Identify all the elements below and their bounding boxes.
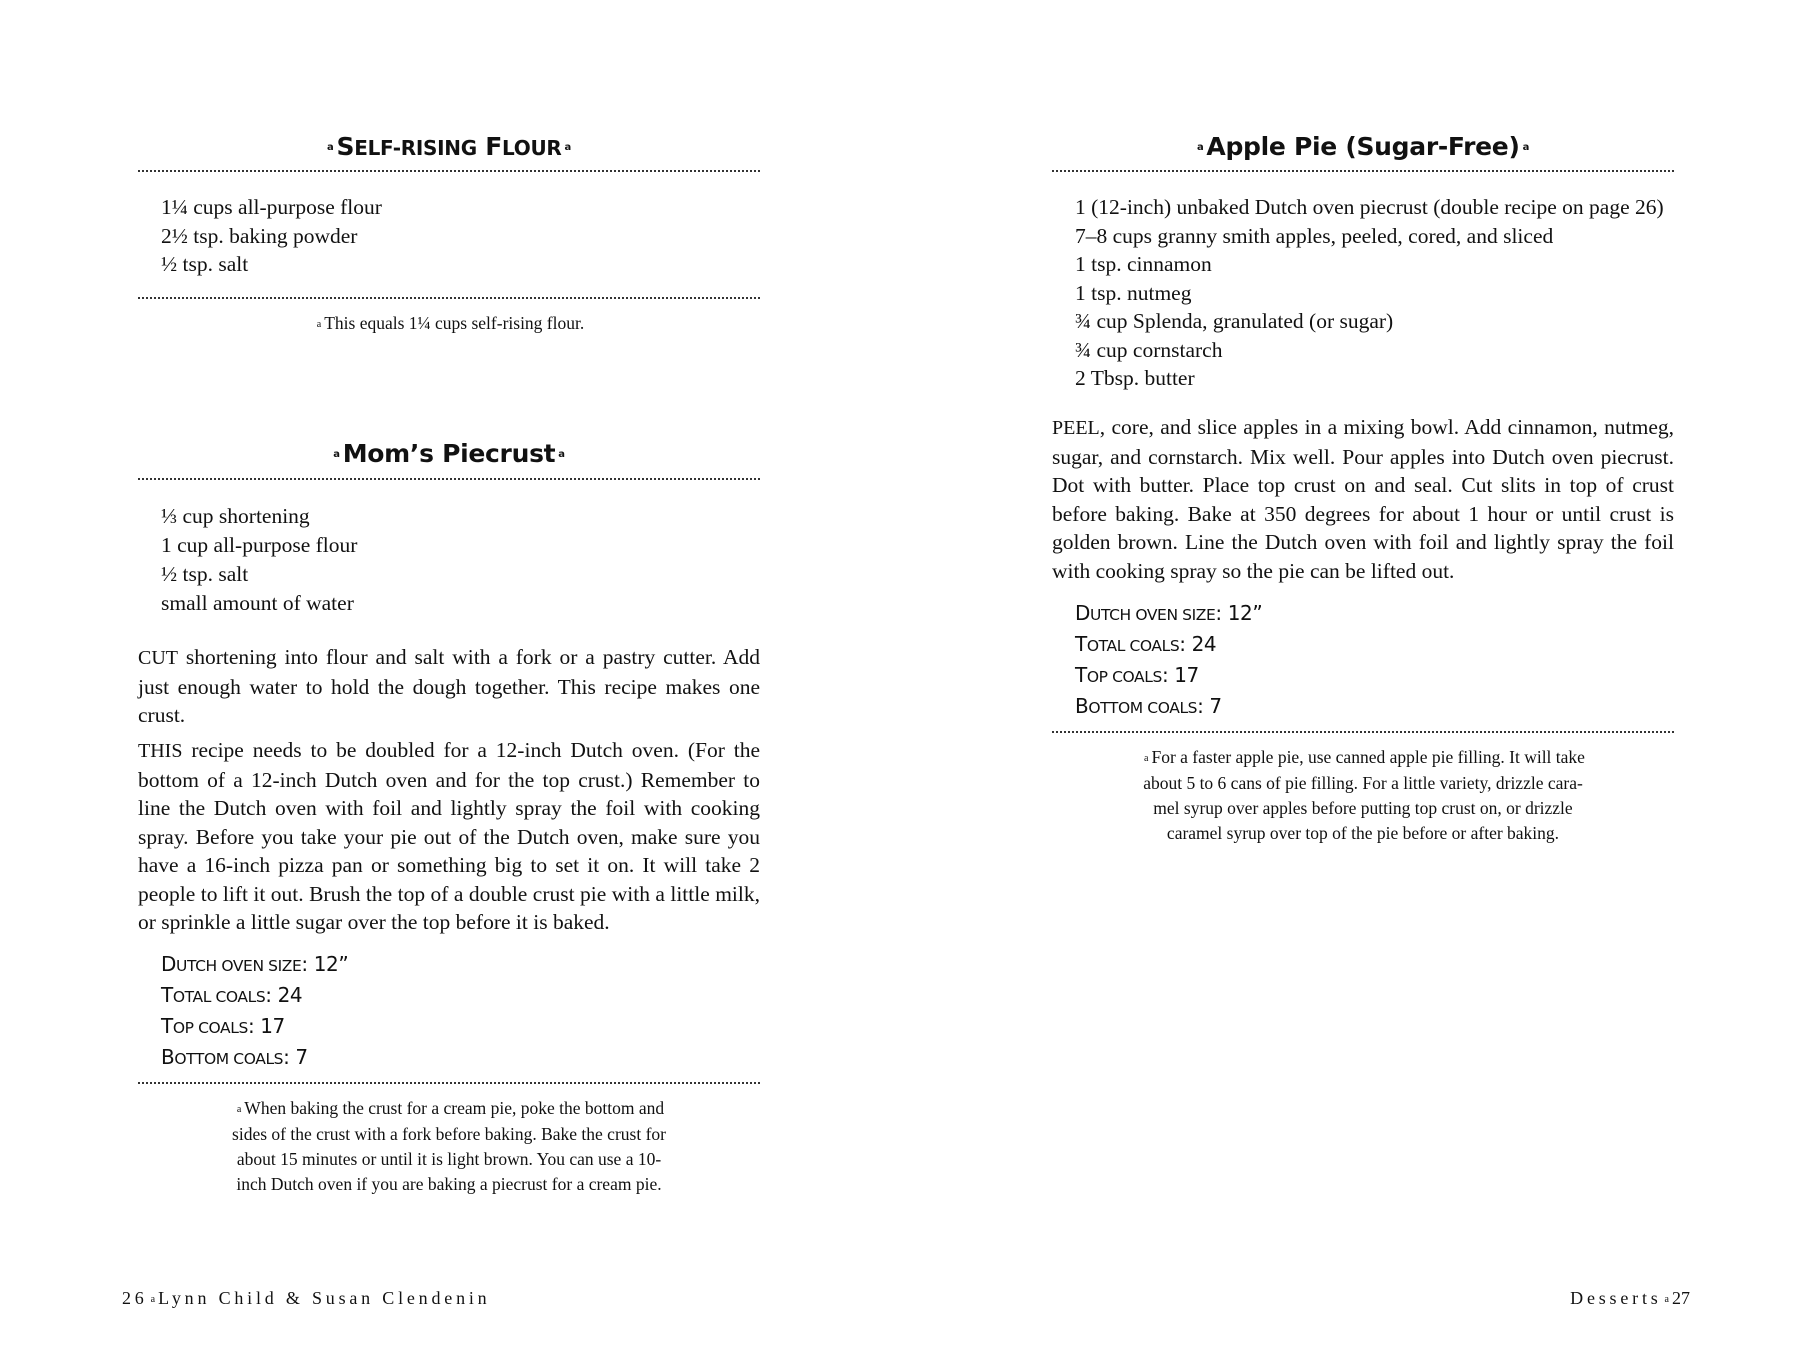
coals-info-piecrust [138,950,761,1074]
ornament-icon: a [236,1104,242,1116]
ornament-icon: a [1522,142,1530,153]
ingredient-item: 1 cup all-purpose flour [161,533,358,557]
tip-note-apple-pie: a For a faster apple pie, use canned apple pie filling. It will take about 5 to 6 cans of pie filling. For a little variety, drizzle cara- mel syrup over apples before putting top crust on, or drizzle caramel syrup over top of the pie before or after baking. [1143,747,1585,844]
tip-note-piecrust: a When baking the crust for a cream pie, poke the bottom and sides of the crust with a fork before baking. Bake the crust for about 15 minutes or until it is light brown. You can use a 10- inch Dutch oven if you are baking a piecrust for a cream pie. [232,1098,666,1195]
ornament-icon: a [1144,753,1149,765]
tip-note-self-rising: a This equals 1¼ cups self-rising flour. [316,313,585,333]
ingredient-item: 1¼ cups all-purpose flour [161,195,382,219]
coals-item: TOP COALS: 17 [1075,663,1199,687]
ingredient-item: 2 Tbsp. butter [1075,366,1195,390]
ingredient-item: ¾ cup cornstarch [1075,337,1223,362]
dotted-divider [138,297,760,299]
recipe-title-apple-pie: a Apple Pie (Sugar-Free) a [1196,132,1530,161]
coals-item: TOP COALS: 17 [161,1014,285,1038]
ingredient-item: 1 tsp. cinnamon [1075,252,1212,276]
ingredient-item: 1 (12-inch) unbaked Dutch oven piecrust (double recipe on page 26) [1075,195,1664,219]
right-page [1052,0,1674,1350]
ingredient-list-piecrust [138,502,761,618]
section-name: Desserts [1570,1288,1662,1308]
coals-item: BOTTOM COALS: 7 [1075,694,1222,718]
ingredient-item: ½ tsp. salt [161,252,249,276]
ingredient-item: 1 tsp. nutmeg [1075,280,1192,305]
ornament-icon: a [333,449,340,460]
coals-item: TOTAL COALS: 24 [1075,632,1217,656]
ornament-icon: a [327,142,334,153]
ingredient-item: 2½ tsp. baking powder [161,223,358,248]
ornament-icon: a [558,449,565,460]
ingredient-item: small amount of water [161,591,354,615]
dotted-divider [138,1082,760,1084]
coals-item: BOTTOM COALS: 7 [161,1045,308,1069]
page-footer-right [1570,1288,1690,1309]
coals-item: DUTCH OVEN SIZE: 12” [161,952,349,976]
instructions-paragraph: PEEL, core, and slice apples in a mixing bowl. Add cinnamon, nutmeg, sugar, and cornstarch. Mix well. Pour apples into Dutch oven piecrust. Dot with butter. Place top crust on and seal. Cut slits in top of crust before baking. Bake at 350 degrees for about 1 hour or until crust is golden brown. Line the Dutch oven with foil and lightly spray the foil with cooking spray so the pie can be lifted out. [1052,415,1674,583]
ornament-icon: a [1196,142,1204,153]
left-page [138,0,760,1350]
coals-item: TOTAL COALS: 24 [161,983,303,1007]
dotted-divider [138,478,760,480]
coals-item: DUTCH OVEN SIZE: 12” [1075,601,1263,625]
coals-info-apple-pie [1052,599,1675,723]
ingredient-item: ½ tsp. salt [161,562,249,586]
recipe-title-self-rising-flour: a SELF-RISING FLOUR a [327,132,571,161]
ingredient-item: 7–8 cups granny smith apples, peeled, cored, and sliced [1075,223,1554,248]
instructions-paragraph: THIS recipe needs to be doubled for a 12-inch Dutch oven. (For the bottom of a 12-inch Dutch oven and for the top crust.) Remember to line the Dutch oven with foil and lightly spray the foil with cooking spray. Before you take your pie out of the Dutch oven, make sure you have a 16-inch pizza pan or something big to set it on. It will take 2 people to lift it out. Brush the top of a double crust pie with a little milk, or sprinkle a little sugar over the top before it is baked. [138,738,760,934]
ornament-icon: a [1664,1294,1669,1306]
ornament-icon: a [316,319,322,331]
page-number: 26 [122,1288,148,1308]
ingredient-list-apple-pie [1052,193,1715,393]
ingredient-item: ⅓ cup shortening [161,504,310,528]
author-names: Lynn Child & Susan Clendenin [158,1288,491,1308]
dotted-divider [1052,170,1674,172]
dotted-divider [1052,731,1674,733]
ornament-icon: a [150,1294,156,1306]
page-footer-left [122,1288,490,1309]
ingredient-item: ¾ cup Splenda, granulated (or sugar) [1075,309,1394,333]
ingredient-list-self-rising [138,193,761,279]
dotted-divider [138,170,760,172]
page-number: 27 [1672,1288,1690,1308]
recipe-title-moms-piecrust: a Mom’s Piecrust a [333,439,565,468]
ornament-icon: a [564,142,571,153]
instructions-paragraph: CUT shortening into flour and salt with a fork or a pastry cutter. Add just enough water to hold the dough together. This recipe makes one crust. [138,645,760,727]
